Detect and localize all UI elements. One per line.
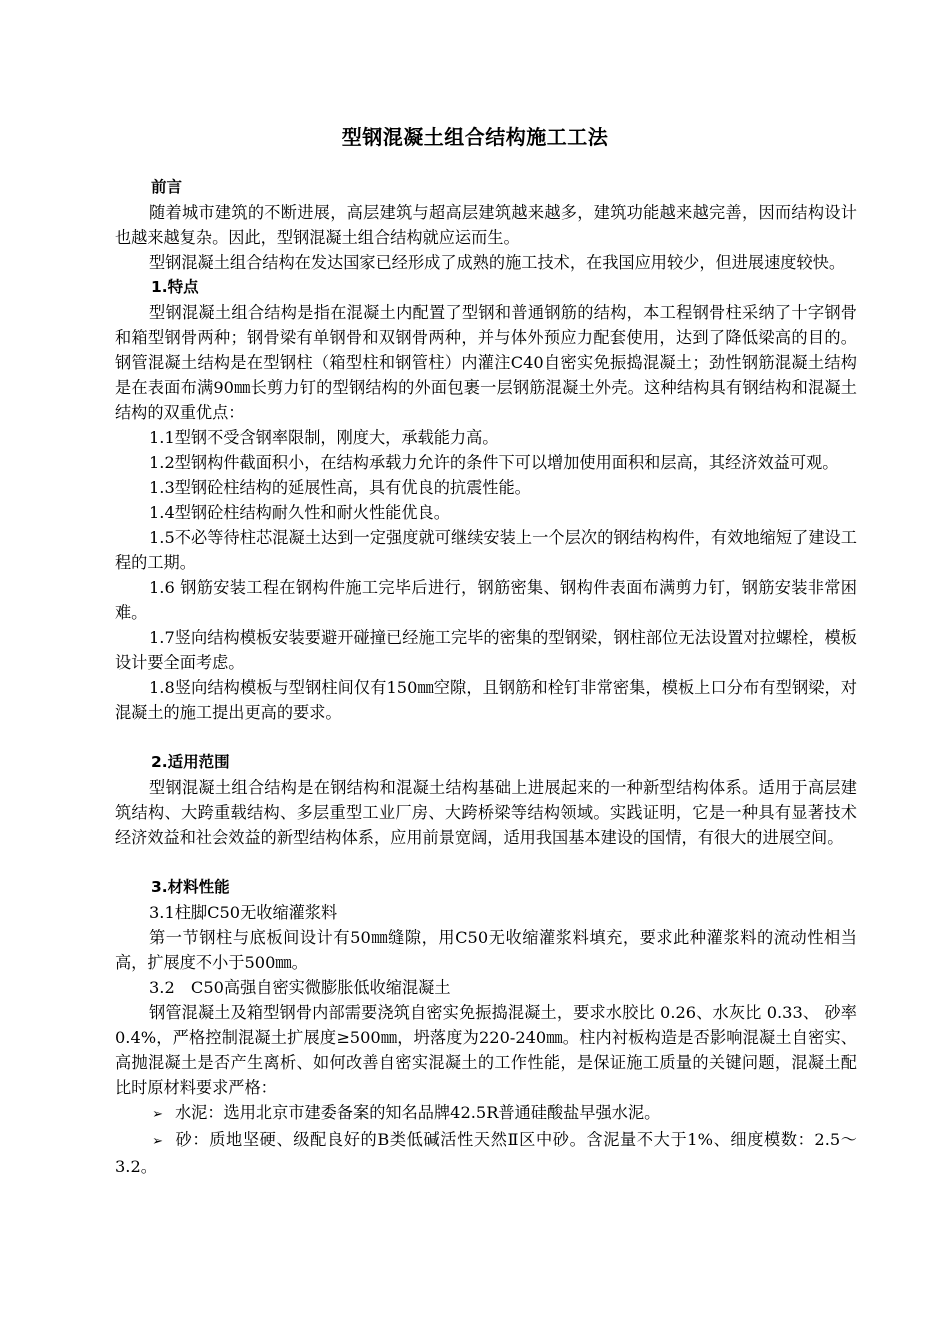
preface-paragraph-2: 型钢混凝土组合结构在发达国家已经形成了成熟的施工技术，在我国应用较少，但进展速度较快。 (149, 253, 846, 272)
bullet-text-cement: 水泥：选用北京市建委备案的知名品牌42.5R普通硅酸盐早强水泥。 (175, 1103, 661, 1122)
section-2-paragraph: 型钢混凝土组合结构是在钢结构和混凝土结构基础上进展起来的一种新型结构体系。适用于高层建筑结构、大跨重载结构、多层重型工业厂房、大跨桥梁等结构领域。实践证明，它是一种具有显著技术经济效益和社会效益的新型结构体系，应用前景宽阔，适用我国基本建设的国情，有很大的进展空间。 (115, 778, 857, 847)
section-1-item-7: 1.7竖向结构模板安装要避开碰撞已经施工完毕的密集的型钢梁，钢柱部位无法设置对拉螺栓，模板设计要全面考虑。 (115, 628, 857, 672)
bullet-item-sand (115, 1127, 857, 1179)
section-1-item-4: 1.4型钢砼柱结构耐久性和耐火性能优良。 (149, 503, 450, 522)
spacer (115, 850, 857, 875)
spacer (115, 725, 857, 750)
bullet-text-sand: 砂：质地坚硬、级配良好的B类低碱活性天然Ⅱ区中砂。含泥量不大于1%、细度模数：2.5～3.2。 (115, 1130, 857, 1176)
section-3-heading: 3.材料性能 (151, 878, 230, 896)
document-title: 型钢混凝土组合结构施工工法 (341, 125, 609, 149)
document-body (115, 175, 857, 1179)
preface-heading: 前言 (151, 178, 183, 196)
section-1-item-8: 1.8竖向结构模板与型钢柱间仅有150㎜空隙，且钢筋和栓钉非常密集，模板上口分布有型钢梁，对混凝土的施工提出更高的要求。 (115, 678, 857, 722)
preface-paragraph-1: 随着城市建筑的不断进展，高层建筑与超高层建筑越来越多，建筑功能越来越完善，因而结构设计也越来越复杂。因此，型钢混凝土组合结构就应运而生。 (115, 203, 857, 247)
arrow-bullet-icon: ➢ (152, 1134, 163, 1149)
section-1-item-2: 1.2型钢构件截面积小，在结构承载力允许的条件下可以增加使用面积和层高，其经济效益可观。 (149, 453, 839, 472)
section-1-item-5: 1.5不必等待柱芯混凝土达到一定强度就可继续安装上一个层次的钢结构构件，有效地缩短了建设工程的工期。 (115, 528, 857, 572)
section-3-1-title: 3.1柱脚C50无收缩灌浆料 (149, 903, 338, 922)
section-1-item-1: 1.1型钢不受含钢率限制，刚度大，承载能力高。 (149, 428, 499, 447)
section-3-2-paragraph: 钢管混凝土及箱型钢骨内部需要浇筑自密实免振捣混凝土，要求水胶比 0.26、水灰比 0.33、 砂率 0.4%，严格控制混凝土扩展度≥500㎜，坍落度为220-240㎜。柱内衬板构造是否影响混凝土自密实、高抛混凝土是否产生离析、如何改善自密实混凝土的工作性能，是保证施工质量的关键问题，混凝土配比时原材料要求严格： (115, 1003, 857, 1097)
section-1-intro: 型钢混凝土组合结构是指在混凝土内配置了型钢和普通钢筋的结构，本工程钢骨柱采纳了十字钢骨和箱型钢骨两种；钢骨梁有单钢骨和双钢骨两种，并与体外预应力配套使用，达到了降低梁高的目的。钢管混凝土结构是在型钢柱（箱型柱和钢管柱）内灌注C40自密实免振捣混凝土；劲性钢筋混凝土结构是在表面布满90㎜长剪力钉的型钢结构的外面包裹一层钢筋混凝土外壳。这种结构具有钢结构和混凝土结构的双重优点： (115, 303, 857, 422)
section-1-heading: 1.特点 (151, 278, 199, 296)
bullet-item-cement (115, 1100, 857, 1127)
section-1-item-6: 1.6 钢筋安装工程在钢构件施工完毕后进行，钢筋密集、钢构件表面布满剪力钉，钢筋安装非常困难。 (115, 578, 857, 622)
section-3-2-title: 3.2 C50高强自密实微膨胀低收缩混凝土 (149, 978, 451, 997)
section-1-item-3: 1.3型钢砼柱结构的延展性高，具有优良的抗震性能。 (149, 478, 531, 497)
section-3-1-paragraph: 第一节钢柱与底板间设计有50㎜缝隙，用C50无收缩灌浆料填充，要求此种灌浆料的流动性相当高，扩展度不小于500㎜。 (115, 928, 857, 972)
arrow-bullet-icon: ➢ (152, 1107, 163, 1122)
section-2-heading: 2.适用范围 (151, 753, 230, 771)
